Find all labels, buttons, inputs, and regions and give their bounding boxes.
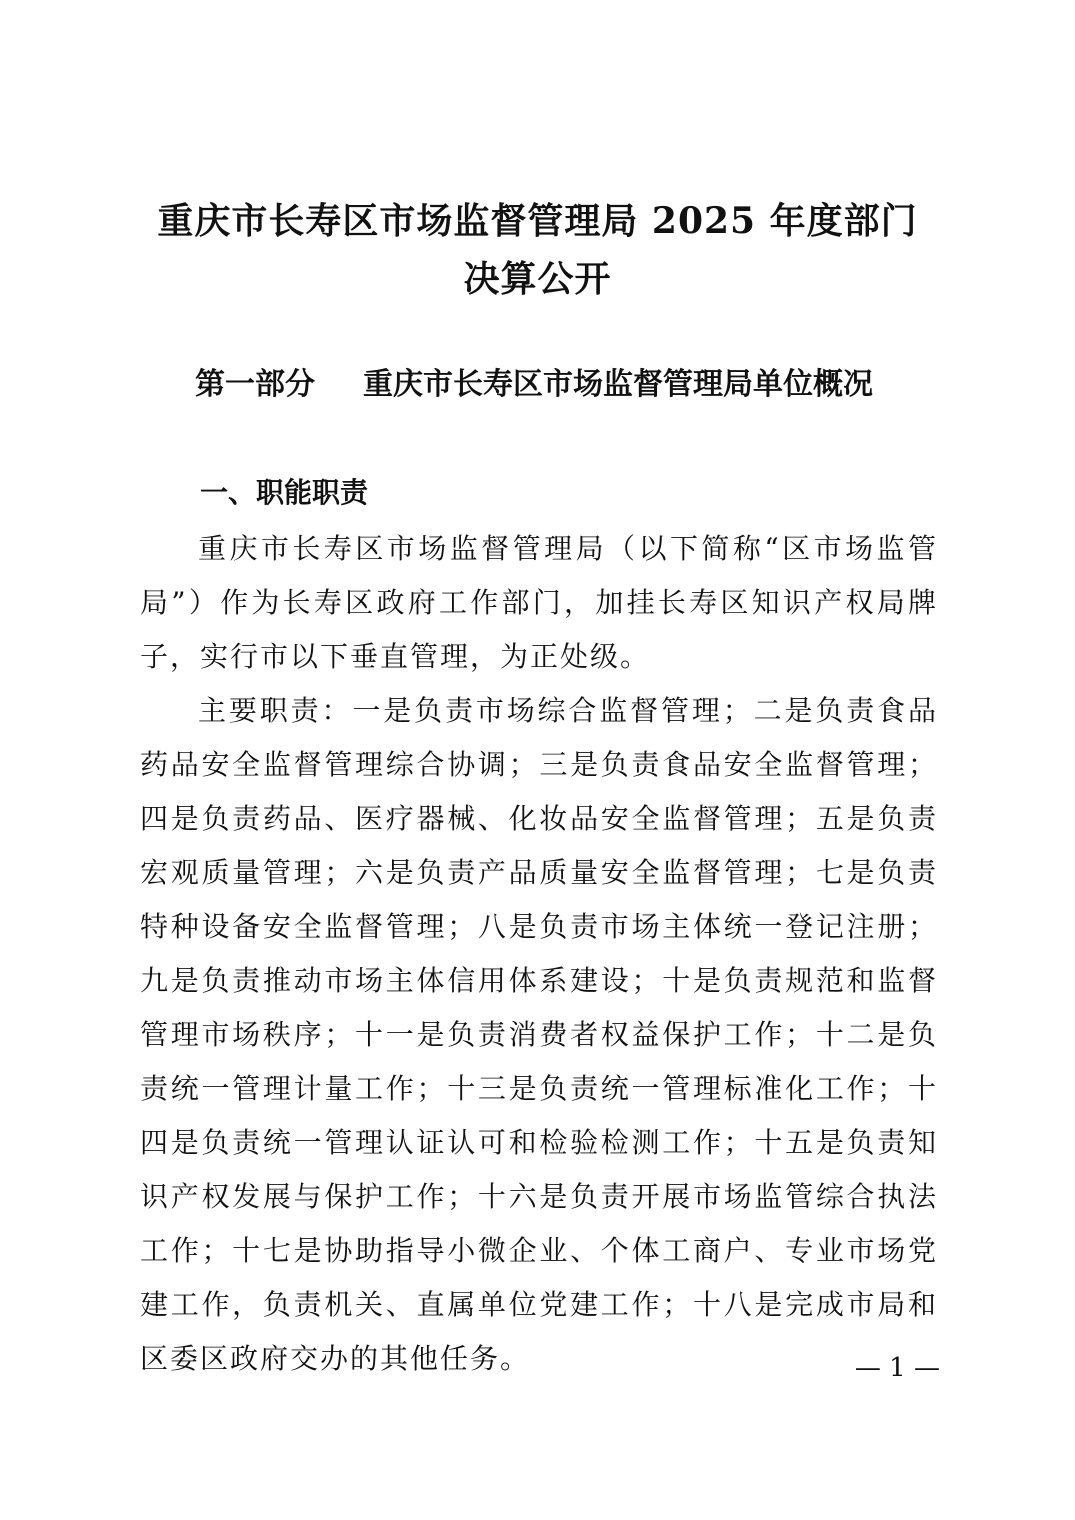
part-heading [195, 360, 955, 410]
part-title: 重庆市长寿区市场监督管理局单位概况 [363, 367, 873, 402]
body-paragraph-intro: 重庆市长寿区市场监督管理局（以下简称“区市场监管局”）作为长寿区政府工作部门，加挂长寿区知识产权局牌子，实行市以下垂直管理，为正处级。 [140, 532, 938, 673]
document-title [140, 192, 935, 308]
body-paragraph-duties: 主要职责：一是负责市场综合监督管理；二是负责食品药品安全监督管理综合协调；三是负责食品安全监督管理；四是负责药品、医疗器械、化妆品安全监督管理；五是负责宏观质量管理；六是负责产品质量安全监督管理；七是负责特种设备安全监督管理；八是负责市场主体统一登记注册；九是负责推动市场主体信用体系建设；十是负责规范和监督管理市场秩序；十一是负责消费者权益保护工作；十二是负责统一管理计量工作；十三是负责统一管理标准化工作；十四是负责统一管理认证认可和检验检测工作；十五是负责知识产权发展与保护工作；十六是负责开展市场监管综合执法工作；十七是协助指导小微企业、个体工商户、专业市场党建工作，负责机关、直属单位党建工作；十八是完成市局和区委区政府交办的其他任务。 [140, 694, 938, 1375]
section-heading: 一、职能职责 [200, 476, 369, 509]
document-title-line-2: 决算公开 [463, 258, 612, 300]
part-label: 第一部分 [195, 367, 315, 402]
document-title-line-1: 重庆市长寿区市场监督管理局 2025 年度部门 [157, 200, 918, 242]
page-number: — 1 — [854, 1353, 940, 1383]
